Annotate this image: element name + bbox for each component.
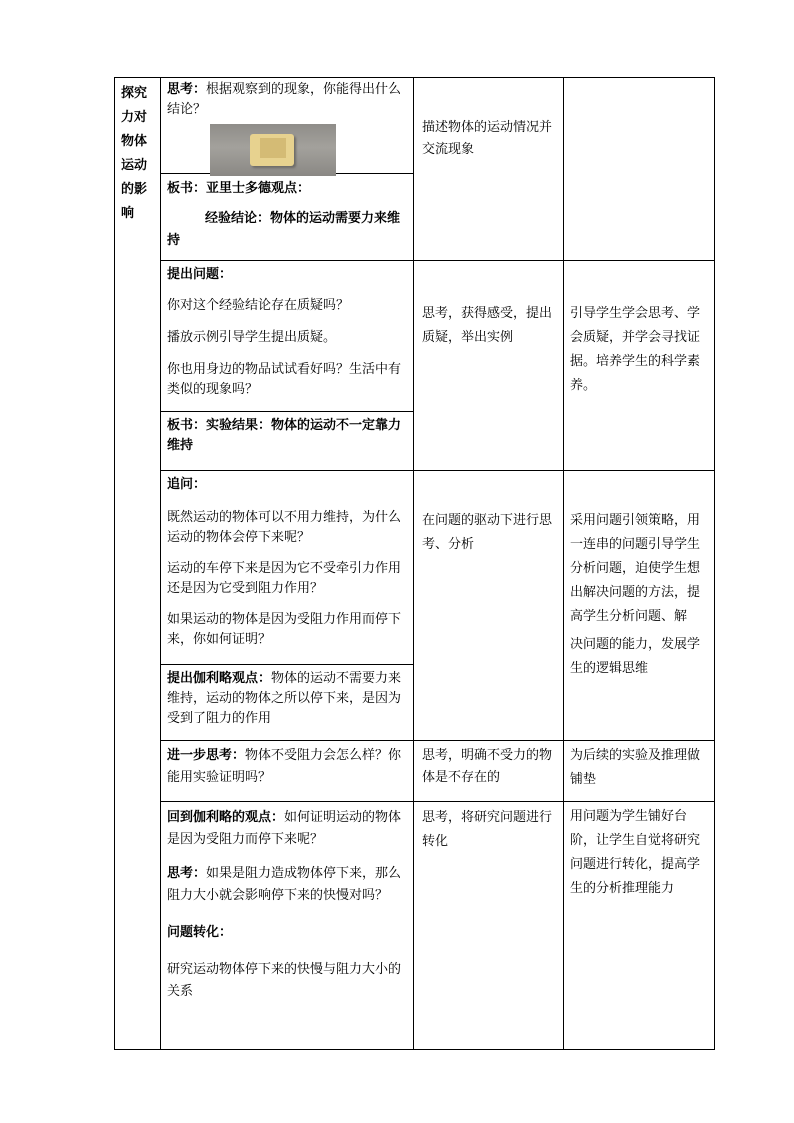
convert-label: 问题转化： bbox=[167, 925, 233, 940]
board-block bbox=[161, 173, 413, 260]
table-row bbox=[115, 741, 715, 802]
lesson-table bbox=[114, 77, 715, 1050]
board-result: 板书：实验结果：物体的运动不一定靠力维持 bbox=[167, 418, 402, 453]
question-block bbox=[161, 261, 413, 411]
follow-up-label: 追问： bbox=[167, 477, 207, 492]
question-text: 播放示例引导学生提出质疑。 bbox=[167, 330, 337, 345]
further-think-label: 进一步思考： bbox=[167, 748, 246, 763]
board-conclusion: 经验结论：物体的运动需要力来维持 bbox=[167, 211, 401, 248]
board-title: 板书：亚里士多德观点： bbox=[167, 181, 311, 196]
table-row bbox=[115, 802, 715, 1050]
question-text: 如果运动的物体是因为受阻力作用而停下来，你如何证明？ bbox=[167, 612, 402, 647]
topic-label bbox=[115, 78, 160, 226]
topic-line: 响 bbox=[121, 206, 135, 221]
topic-cell bbox=[115, 78, 161, 1050]
think-label: 思考： bbox=[167, 82, 207, 97]
topic-line: 的影 bbox=[121, 182, 148, 197]
design-intent-cell bbox=[564, 471, 715, 741]
teacher-activity-cell bbox=[161, 741, 414, 802]
student-activity-cell bbox=[414, 802, 564, 1050]
student-activity-cell bbox=[414, 741, 564, 802]
table-row bbox=[115, 471, 715, 741]
galileo-block bbox=[161, 664, 413, 729]
galileo-return-block bbox=[161, 802, 413, 1003]
design-intent-cell bbox=[564, 802, 715, 1050]
topic-line: 物体 bbox=[121, 134, 148, 149]
student-activity-text: 思考，获得感受，提出质疑，举出实例 bbox=[422, 306, 553, 345]
topic-line: 力对 bbox=[121, 110, 148, 125]
galileo-text: 物体的运动不需要力来维持，运动的物体之所以停下来，是因为受到了阻力的作用 bbox=[167, 671, 402, 726]
think-label: 思考： bbox=[167, 866, 207, 881]
table-row bbox=[115, 78, 715, 261]
follow-up-block bbox=[161, 471, 413, 664]
teacher-activity-cell bbox=[161, 802, 414, 1050]
teacher-activity-cell bbox=[161, 471, 414, 741]
design-intent-text: 为后续的实验及推理做铺垫 bbox=[570, 748, 701, 787]
return-galileo-text: 如何证明运动的物体是因为受阻力而停下来呢？ bbox=[167, 810, 402, 847]
question-text: 既然运动的物体可以不用力维持，为什么运动的物体会停下来呢？ bbox=[167, 510, 402, 545]
board-block bbox=[161, 411, 413, 456]
think-text: 根据观察到的现象，你能得出什么结论？ bbox=[167, 82, 402, 117]
question-text: 你对这个经验结论存在质疑吗？ bbox=[167, 298, 350, 313]
student-activity-cell bbox=[414, 261, 564, 471]
student-activity-text: 描述物体的运动情况并交流现象 bbox=[422, 120, 553, 157]
student-activity-text: 在问题的驱动下进行思考、分析 bbox=[422, 513, 553, 552]
raise-question-label: 提出问题： bbox=[167, 267, 233, 282]
design-intent-text: 引导学生学会思考、学会质疑，并学会寻找证据。培养学生的科学素养。 bbox=[570, 306, 701, 393]
student-activity-text: 思考，明确不受力的物体是不存在的 bbox=[422, 748, 553, 785]
student-activity-text: 思考，将研究问题进行转化 bbox=[422, 810, 553, 849]
design-intent-cell bbox=[564, 261, 715, 471]
student-activity-cell bbox=[414, 471, 564, 741]
topic-line: 运动 bbox=[121, 158, 148, 173]
design-intent-text: 决问题的能力，发展学生的逻辑思维 bbox=[570, 637, 701, 676]
question-text: 你也用身边的物品试试看好吗？生活中有类似的现象吗？ bbox=[167, 362, 402, 397]
teacher-activity-cell bbox=[161, 261, 414, 471]
convert-text: 研究运动物体停下来的快慢与阻力大小的关系 bbox=[167, 962, 402, 999]
design-intent-text: 采用问题引领策略，用一连串的问题引导学生分析问题，迫使学生想出解决问题的方法，提高学生分析问题、解 bbox=[570, 513, 701, 624]
think-block bbox=[161, 78, 413, 173]
design-intent-cell bbox=[564, 741, 715, 802]
galileo-label: 提出伽利略观点： bbox=[167, 671, 272, 686]
table-row bbox=[115, 261, 715, 471]
student-activity-cell bbox=[414, 78, 564, 261]
design-intent-text: 用问题为学生铺好台阶，让学生自觉将研究问题进行转化，提高学生的分析推理能力 bbox=[570, 809, 701, 896]
topic-line: 探究 bbox=[121, 86, 148, 101]
eraser-photo bbox=[210, 124, 336, 176]
further-think-text: 物体不受阻力会怎么样？你能用实验证明吗？ bbox=[167, 748, 402, 785]
design-intent-cell bbox=[564, 78, 715, 261]
teacher-activity-cell bbox=[161, 78, 414, 261]
question-text: 运动的车停下来是因为它不受牵引力作用还是因为它受到阻力作用？ bbox=[167, 561, 402, 596]
think-text: 如果是阻力造成物体停下来，那么阻力大小就会影响停下来的快慢对吗？ bbox=[167, 866, 402, 903]
return-galileo-label: 回到伽利略的观点： bbox=[167, 810, 285, 825]
